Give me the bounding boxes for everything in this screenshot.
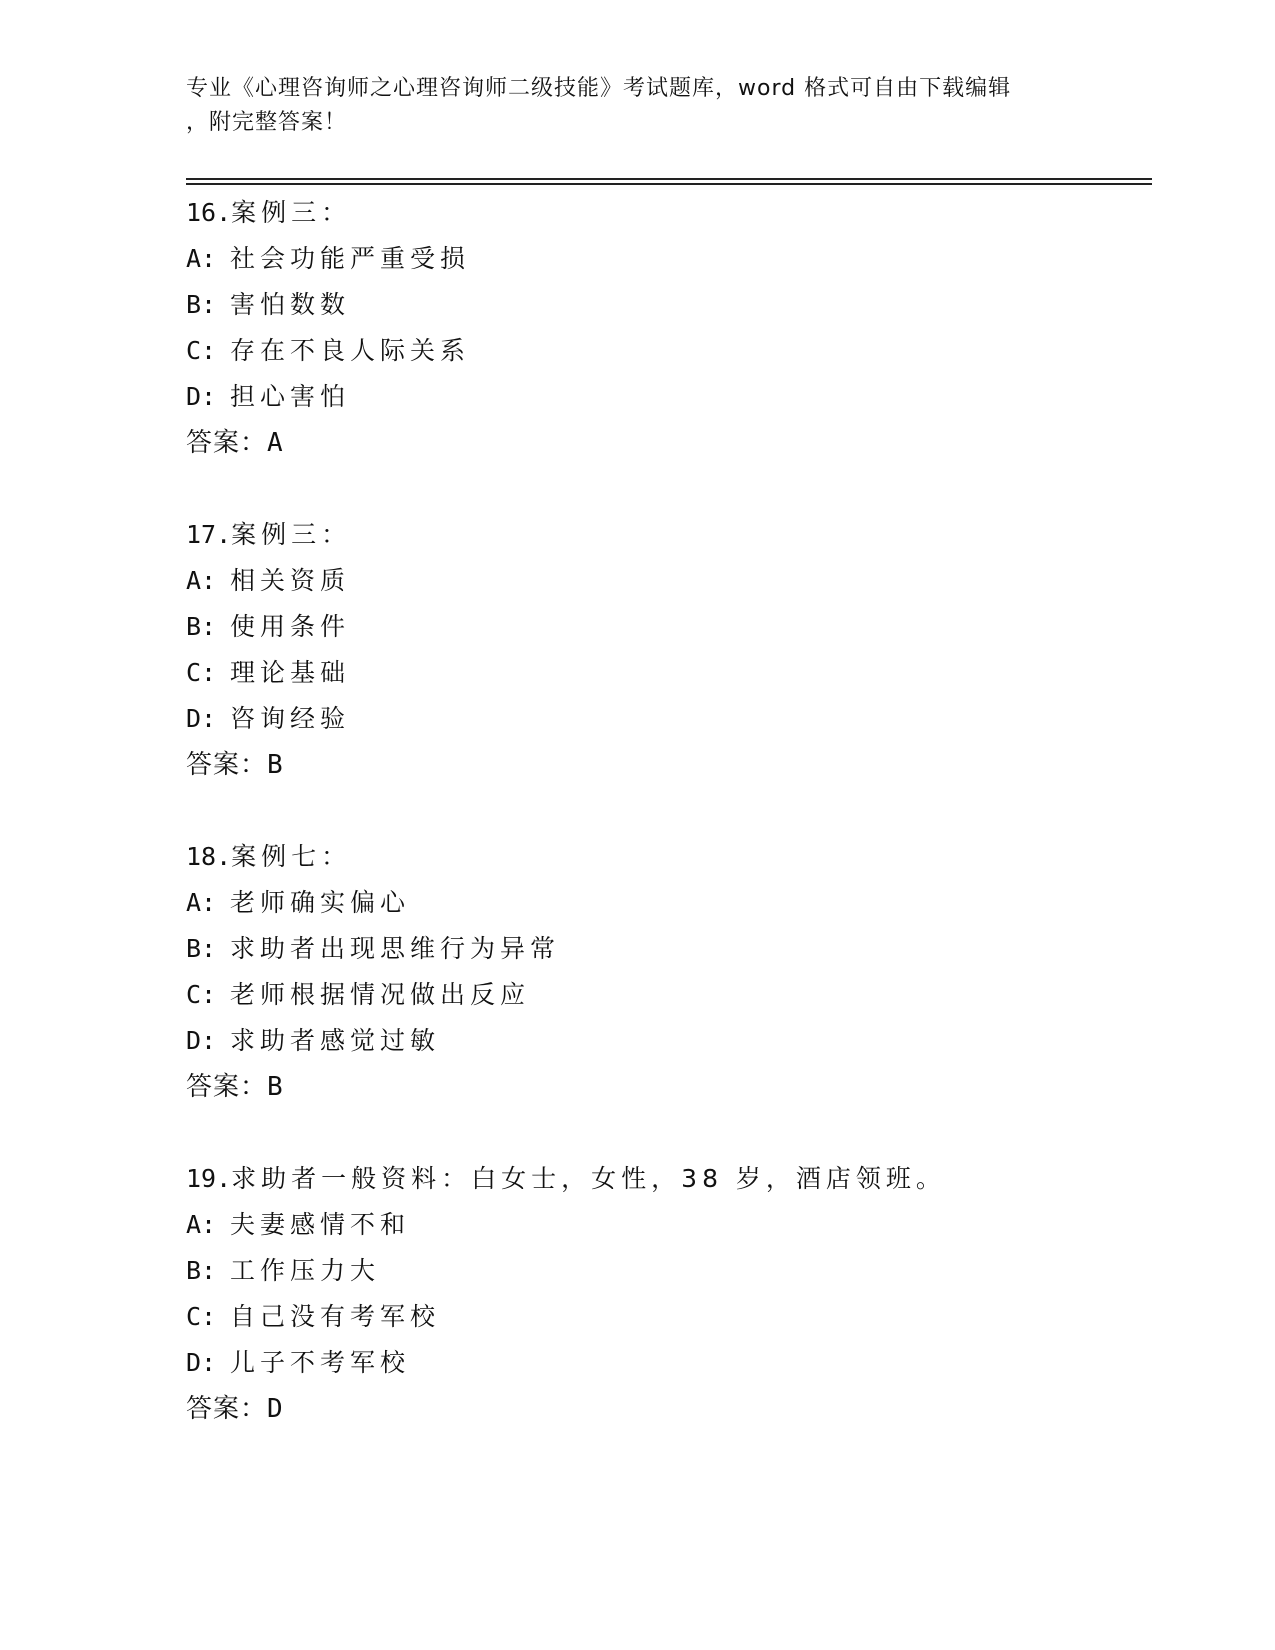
- answer-line: [186, 742, 1146, 788]
- option-letter: B:: [186, 612, 217, 641]
- option-text: 使用条件: [230, 612, 351, 641]
- option-letter: A:: [186, 244, 217, 273]
- question-stem: [186, 512, 1146, 558]
- option-letter: B:: [186, 934, 217, 963]
- option-letter: B:: [186, 290, 217, 319]
- option-letter: A:: [186, 566, 217, 595]
- option-text: 社会功能严重受损: [230, 244, 471, 273]
- answer-label: 答案：: [186, 750, 268, 780]
- answer-value: A: [267, 428, 284, 458]
- option-d: [186, 1018, 1146, 1064]
- option-text: 老师根据情况做出反应: [230, 980, 531, 1009]
- option-text: 夫妻感情不和: [230, 1210, 411, 1239]
- question-16: [186, 190, 1146, 466]
- question-number: 18.: [186, 842, 232, 871]
- option-c: [186, 650, 1146, 696]
- option-a: [186, 880, 1146, 926]
- option-text: 求助者出现思维行为异常: [230, 934, 561, 963]
- option-text: 害怕数数: [230, 290, 351, 319]
- option-c: [186, 972, 1146, 1018]
- answer-line: [186, 420, 1146, 466]
- option-a: [186, 558, 1146, 604]
- option-letter: C:: [186, 1302, 217, 1331]
- option-letter: C:: [186, 658, 217, 687]
- question-number: 17.: [186, 520, 232, 549]
- answer-label: 答案：: [186, 1394, 268, 1424]
- option-b: [186, 1248, 1146, 1294]
- option-text: 老师确实偏心: [230, 888, 411, 917]
- option-text: 相关资质: [230, 566, 351, 595]
- option-d: [186, 696, 1146, 742]
- option-text: 儿子不考军校: [230, 1348, 411, 1377]
- header-divider-top: [186, 178, 1152, 180]
- option-letter: D:: [186, 1348, 217, 1377]
- option-letter: B:: [186, 1256, 217, 1285]
- question-text: 案例三：: [231, 198, 352, 227]
- question-stem: [186, 1156, 1146, 1202]
- answer-line: [186, 1386, 1146, 1432]
- document-header: [186, 72, 1076, 140]
- option-letter: C:: [186, 980, 217, 1009]
- question-text: 求助者一般资料：白女士，女性，38 岁，酒店领班。: [231, 1164, 946, 1193]
- question-number: 19.: [186, 1164, 232, 1193]
- question-stem: [186, 190, 1146, 236]
- option-text: 工作压力大: [230, 1256, 381, 1285]
- option-a: [186, 236, 1146, 282]
- option-a: [186, 1202, 1146, 1248]
- option-d: [186, 374, 1146, 420]
- option-letter: D:: [186, 1026, 217, 1055]
- option-text: 咨询经验: [230, 704, 351, 733]
- question-17: [186, 512, 1146, 788]
- answer-value: D: [267, 1394, 284, 1424]
- option-d: [186, 1340, 1146, 1386]
- question-text: 案例三：: [231, 520, 352, 549]
- option-text: 存在不良人际关系: [230, 336, 471, 365]
- option-letter: A:: [186, 888, 217, 917]
- option-letter: D:: [186, 704, 217, 733]
- question-19: [186, 1156, 1146, 1432]
- option-b: [186, 926, 1146, 972]
- option-text: 自己没有考军校: [230, 1302, 441, 1331]
- header-divider-bottom: [186, 183, 1152, 185]
- answer-label: 答案：: [186, 1072, 268, 1102]
- option-letter: D:: [186, 382, 217, 411]
- option-text: 理论基础: [230, 658, 351, 687]
- answer-line: [186, 1064, 1146, 1110]
- option-text: 求助者感觉过敏: [230, 1026, 441, 1055]
- option-text: 担心害怕: [230, 382, 351, 411]
- header-title-line-1: 专业《心理咨询师之心理咨询师二级技能》考试题库，word 格式可自由下载编辑: [186, 76, 1012, 101]
- answer-value: B: [267, 750, 284, 780]
- option-letter: A:: [186, 1210, 217, 1239]
- question-list: [186, 190, 1146, 1478]
- question-text: 案例七：: [231, 842, 352, 871]
- option-c: [186, 1294, 1146, 1340]
- question-stem: [186, 834, 1146, 880]
- answer-label: 答案：: [186, 428, 268, 458]
- option-letter: C:: [186, 336, 217, 365]
- question-number: 16.: [186, 198, 232, 227]
- option-c: [186, 328, 1146, 374]
- option-b: [186, 604, 1146, 650]
- option-b: [186, 282, 1146, 328]
- header-title-line-2: ，附完整答案！: [186, 110, 348, 135]
- question-18: [186, 834, 1146, 1110]
- answer-value: B: [267, 1072, 284, 1102]
